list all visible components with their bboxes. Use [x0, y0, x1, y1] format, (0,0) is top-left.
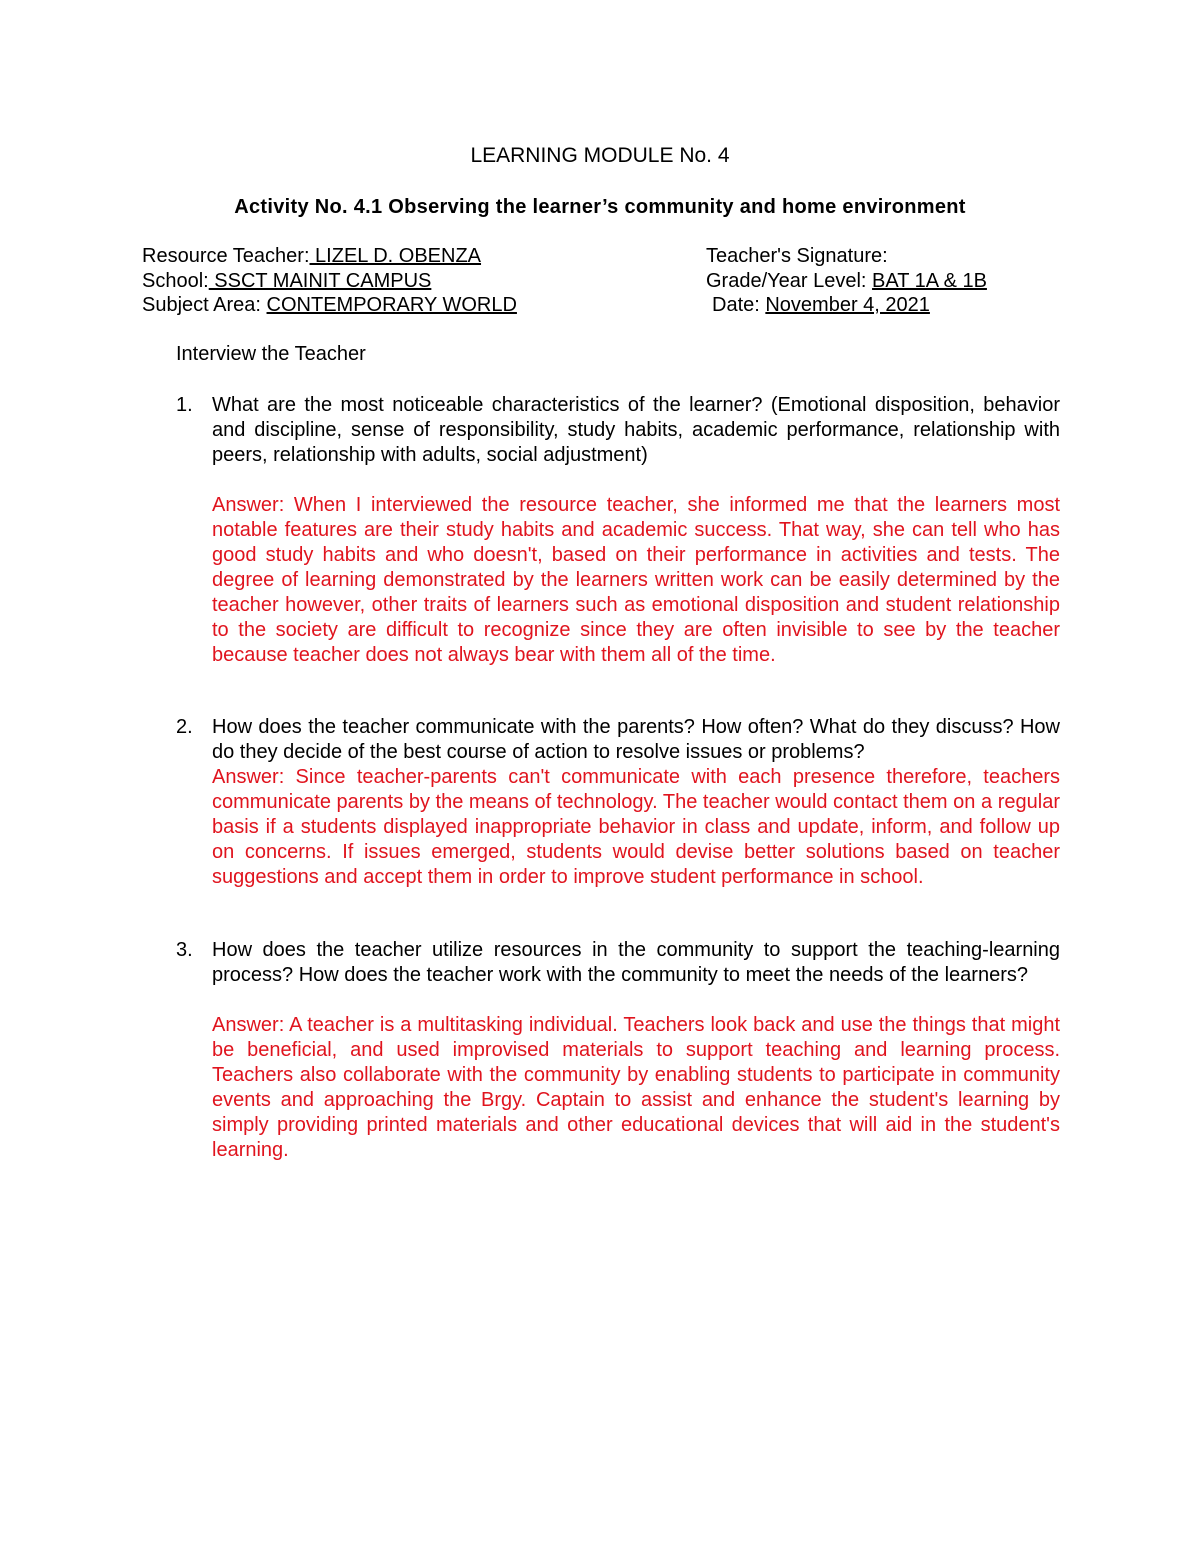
module-title: LEARNING MODULE No. 4 [470, 144, 730, 167]
date-value: November 4, 2021 [765, 294, 930, 316]
school-value: SSCT MAINIT CAMPUS [208, 270, 432, 292]
question-text: How does the teacher communicate with the parents? How often? What do they discuss? How do they decide of the best course of action to resolve issues or problems? [212, 716, 1060, 763]
answer-text: Answer: A teacher is a multitasking individual. Teachers look back and use the things that might be beneficial, and used improvised materials to support teaching and learning process. Teachers also collaborate with the community by enabling students to participate in community events and approaching the Brgy. Captain to assist and enhance the student's learning by simply providing printed materials and other educational devices that will aid in the student's learning. [212, 1014, 1060, 1161]
resource-teacher-line [142, 244, 481, 269]
answer-text: Answer: Since teacher-parents can't communicate with each presence therefore, teachers communicate parents by the means of technology. The teacher would contact them on a regular basis if a students displayed inappropriate behavior in class and update, inform, and follow up on concerns. If issues emerged, students would devise better solutions based on teacher suggestions and accept them in order to improve student performance in school. [212, 766, 1060, 888]
answer-text: Answer: When I interviewed the resource teacher, she informed me that the learners most notable features are their study habits and academic success. That way, she can tell who has good study habits and who doesn't, based on their performance in activities and tests. The degree of learning demonstrated by the learners written work can be easily determined by the teacher however, other traits of learners such as emotional disposition and student relationship to the society are difficult to recognize since they are often invisible to see by the teacher because teacher does not always bear with them all of the time. [212, 494, 1060, 666]
date-line [712, 293, 930, 318]
question-item-3 [176, 938, 1060, 1163]
resource-teacher-label: Resource Teacher: [142, 245, 310, 267]
question-text: What are the most noticeable characteristics of the learner? (Emotional disposition, behavior and discipline, sense of responsibility, study habits, academic performance, relationship with peers, relationship with adults, social adjustment) [212, 394, 1060, 466]
grade-level-label: Grade/Year Level: [706, 270, 873, 292]
question-item-2 [176, 715, 1060, 890]
activity-title: Activity No. 4.1 Observing the learner’s community and home environment [234, 196, 966, 218]
subject-area-label: Subject Area: [142, 294, 267, 316]
question-number: 3. [176, 939, 193, 961]
school-line [142, 269, 431, 294]
subject-area-line [142, 293, 517, 318]
signature-label: Teacher's Signature: [706, 245, 888, 267]
question-text: How does the teacher utilize resources in the community to support the teaching-learning process? How does the teacher work with the community to meet the needs of the learners? [212, 939, 1060, 986]
question-number: 1. [176, 394, 193, 416]
section-lead: Interview the Teacher [176, 343, 366, 365]
question-item-1 [176, 393, 1060, 668]
grade-level-value: BAT 1A & 1B [872, 270, 987, 292]
grade-level-line [706, 269, 987, 294]
school-label: School: [142, 270, 209, 292]
resource-teacher-value: LIZEL D. OBENZA [309, 245, 482, 267]
signature-line [706, 244, 888, 269]
subject-area-value: CONTEMPORARY WORLD [266, 294, 517, 316]
date-label: Date: [712, 294, 766, 316]
question-number: 2. [176, 716, 193, 738]
